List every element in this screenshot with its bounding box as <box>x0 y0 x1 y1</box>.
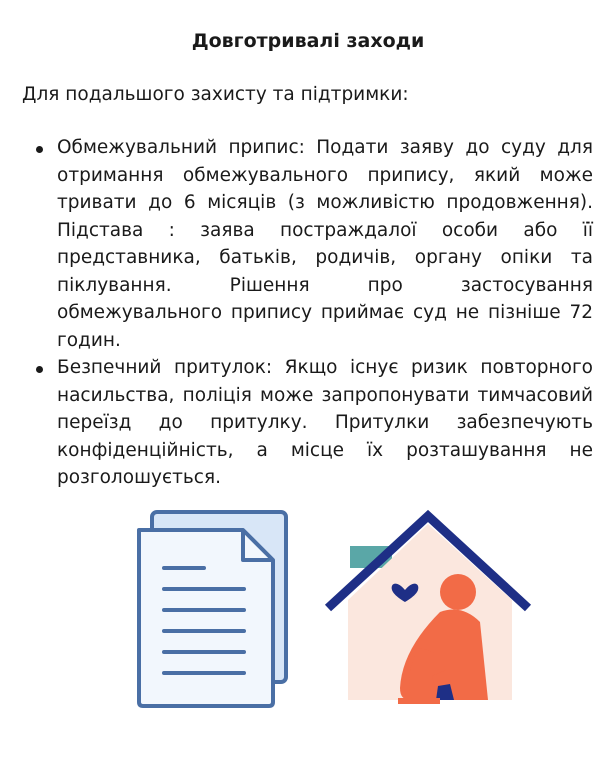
list-item-text: Безпечний притулок: Якщо існує ризик повторного насильства, поліція може запропонувати тимчасовий переїзд до притулку. Притулки забезпечують конфіденційність, а місце їх розташування не розголошується. <box>57 357 593 488</box>
bullet <box>36 146 43 153</box>
house-person-icon <box>328 516 528 704</box>
bullet <box>36 366 43 373</box>
documents-icon <box>139 512 286 706</box>
measures-list <box>33 134 593 492</box>
intro-text: Для подальшого захисту та підтримки: <box>22 84 409 105</box>
list-item-text: Обмежувальний припис: Подати заяву до суду для отримання обмежувального припису, який може тривати до 6 місяців (з можливістю продовження). Підстава : заява постраждалої особи або її представника, батьків, родичів, органу опіки та піклування. Рішення про застосування обмежувального припису приймає суд не пізніше 72 годин. <box>57 137 593 351</box>
page-title: Довготривалі заходи <box>191 30 425 52</box>
illustration <box>0 500 616 720</box>
list-item <box>33 354 593 492</box>
list-item <box>33 134 593 354</box>
